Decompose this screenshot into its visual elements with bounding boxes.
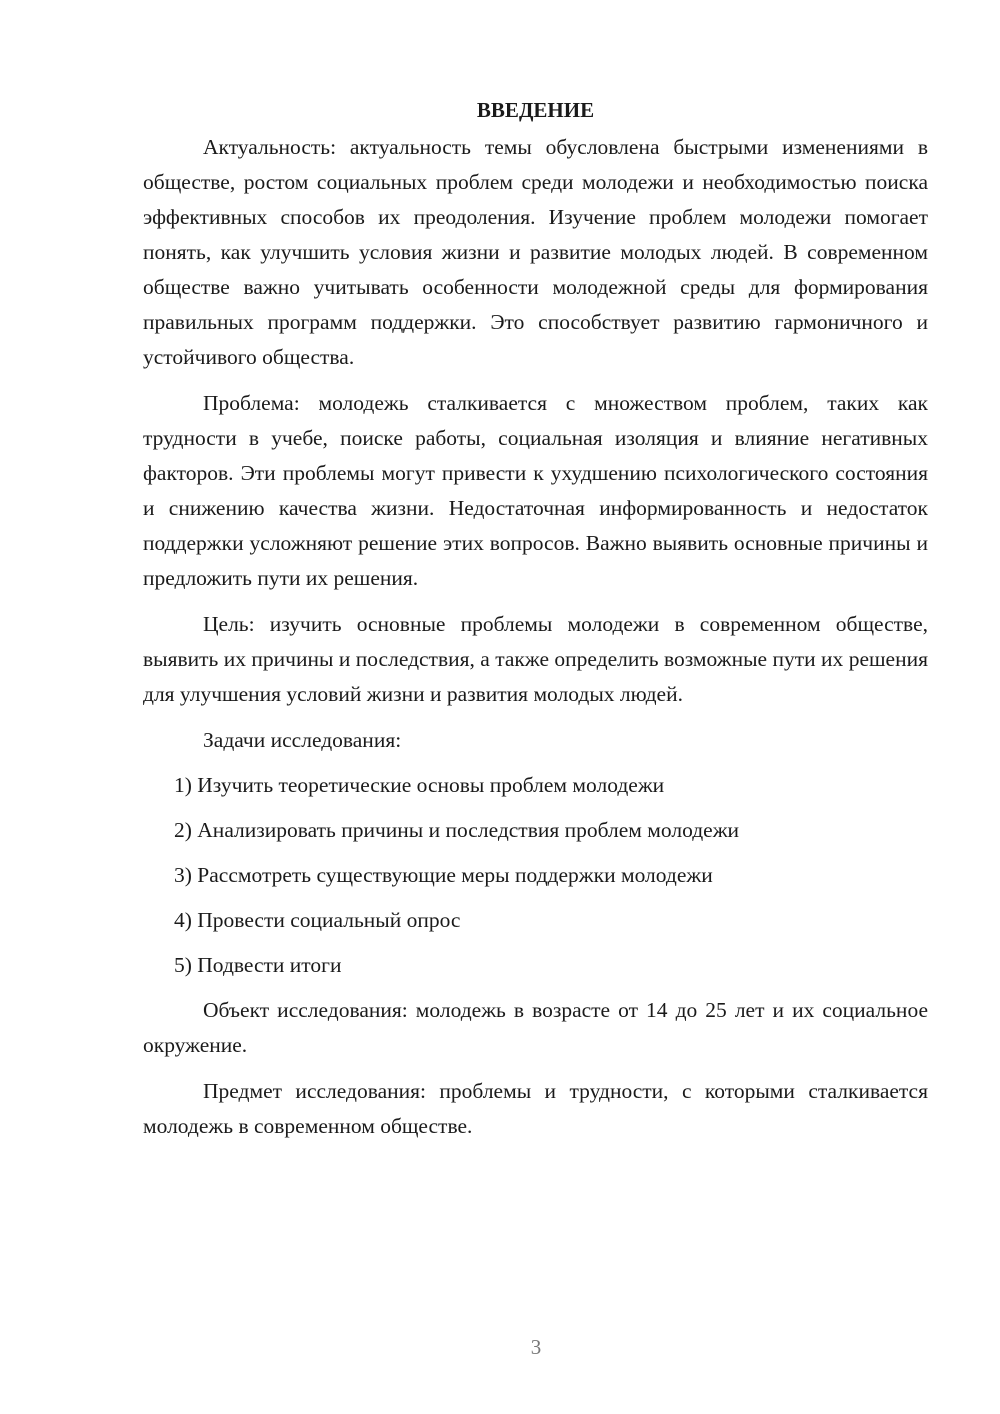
task-item: 2) Анализировать причины и последствия проблем молодежи [174,818,740,842]
task-item: 4) Провести социальный опрос [174,908,461,932]
subject-paragraph: Предмет исследования: проблемы и трудности, с которыми сталкивается молодежь в современном обществе. [143,1079,928,1138]
goal-paragraph: Цель: изучить основные проблемы молодежи в современном обществе, выявить их причины и последствия, а также определить возможные пути их решения для улучшения условий жизни и развития молодых людей. [143,612,928,706]
tasks-heading: Задачи исследования: [203,728,402,752]
relevance-paragraph: Актуальность: актуальность темы обусловлена быстрыми изменениями в обществе, ростом социальных проблем среди молодежи и необходимостью поиска эффективных способов их преодоления. Изучение проблем молодежи помогает понять, как улучшить условия жизни и развитие молодых людей. В современном обществе важно учитывать особенности молодежной среды для формирования правильных программ поддержки. Это способствует развитию гармоничного и устойчивого общества. [143,135,928,369]
task-item: 5) Подвести итоги [174,953,342,977]
section-heading: ВВЕДЕНИЕ [476,98,595,122]
task-item: 3) Рассмотреть существующие меры поддержки молодежи [174,863,713,887]
document-page [143,95,928,1155]
problem-paragraph: Проблема: молодежь сталкивается с множеством проблем, таких как трудности в учебе, поиске работы, социальная изоляция и влияние негативных факторов. Эти проблемы могут привести к ухудшению психологического состояния и снижению качества жизни. Недостаточная информированность и недостаток поддержки усложняют решение этих вопросов. Важно выявить основные причины и предложить пути их решения. [143,391,928,590]
object-paragraph: Объект исследования: молодежь в возрасте от 14 до 25 лет и их социальное окружение. [143,998,928,1057]
tasks-list [143,768,928,983]
task-item: 1) Изучить теоретические основы проблем молодежи [174,773,665,797]
page-number: 3 [530,1335,542,1359]
